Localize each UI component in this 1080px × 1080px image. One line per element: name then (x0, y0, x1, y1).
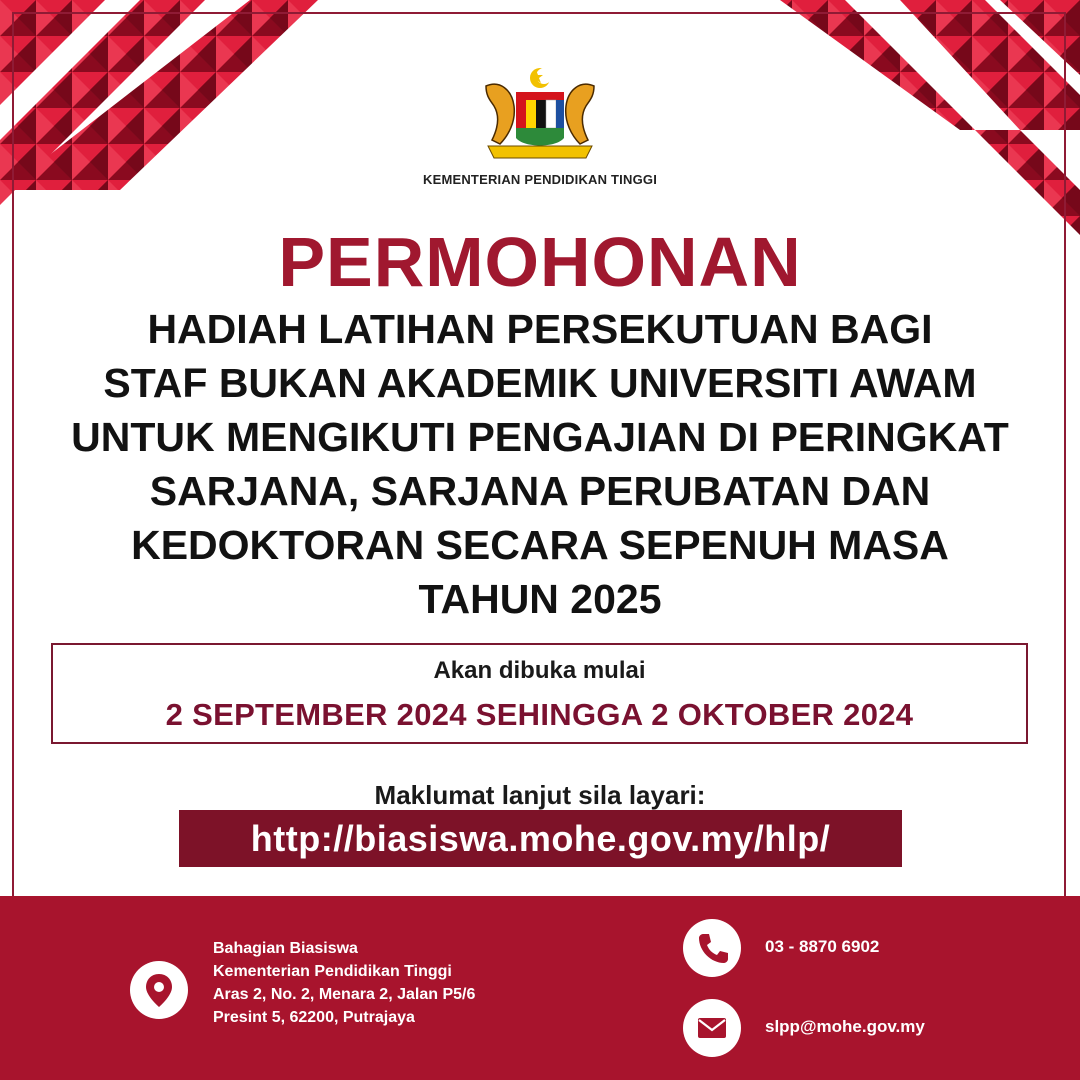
title-line: HADIAH LATIHAN PERSEKUTUAN BAGI (147, 306, 933, 352)
application-period: 2 SEPTEMBER 2024 SEHINGGA 2 OKTOBER 2024 (165, 697, 914, 732)
info-label: Maklumat lanjut sila layari: (374, 780, 706, 810)
title-line: SARJANA, SARJANA PERUBATAN DAN (149, 468, 931, 514)
program-title (0, 302, 1080, 626)
title-line: KEDOKTORAN SECARA SEPENUH MASA (131, 522, 949, 568)
title-line: STAF BUKAN AKADEMIK UNIVERSITI AWAM (103, 360, 977, 406)
location-pin-icon (130, 961, 188, 1019)
address-line: Aras 2, No. 2, Menara 2, Jalan P5/6 (213, 986, 476, 1003)
crest-logo (478, 66, 602, 166)
website-link-box[interactable] (179, 810, 902, 867)
phone-icon (683, 919, 741, 977)
website-link[interactable]: http://biasiswa.mohe.gov.my/hlp/ (250, 818, 831, 859)
address (213, 937, 475, 1029)
title-line: UNTUK MENGIKUTI PENGAJIAN DI PERINGKAT (71, 414, 1009, 460)
opening-label: Akan dibuka mulai (433, 657, 646, 684)
headline: PERMOHONAN (278, 223, 802, 301)
address-line: Presint 5, 62200, Putrajaya (213, 1009, 415, 1026)
application-period-box (51, 643, 1028, 744)
email-icon (683, 999, 741, 1057)
phone-number[interactable]: 03 - 8870 6902 (765, 937, 880, 956)
ministry-name: KEMENTERIAN PENDIDIKAN TINGGI (422, 172, 658, 187)
email-address[interactable]: slpp@mohe.gov.my (765, 1017, 925, 1036)
title-line: TAHUN 2025 (418, 576, 662, 622)
address-line: Kementerian Pendidikan Tinggi (213, 963, 452, 980)
address-line: Bahagian Biasiswa (213, 940, 358, 957)
